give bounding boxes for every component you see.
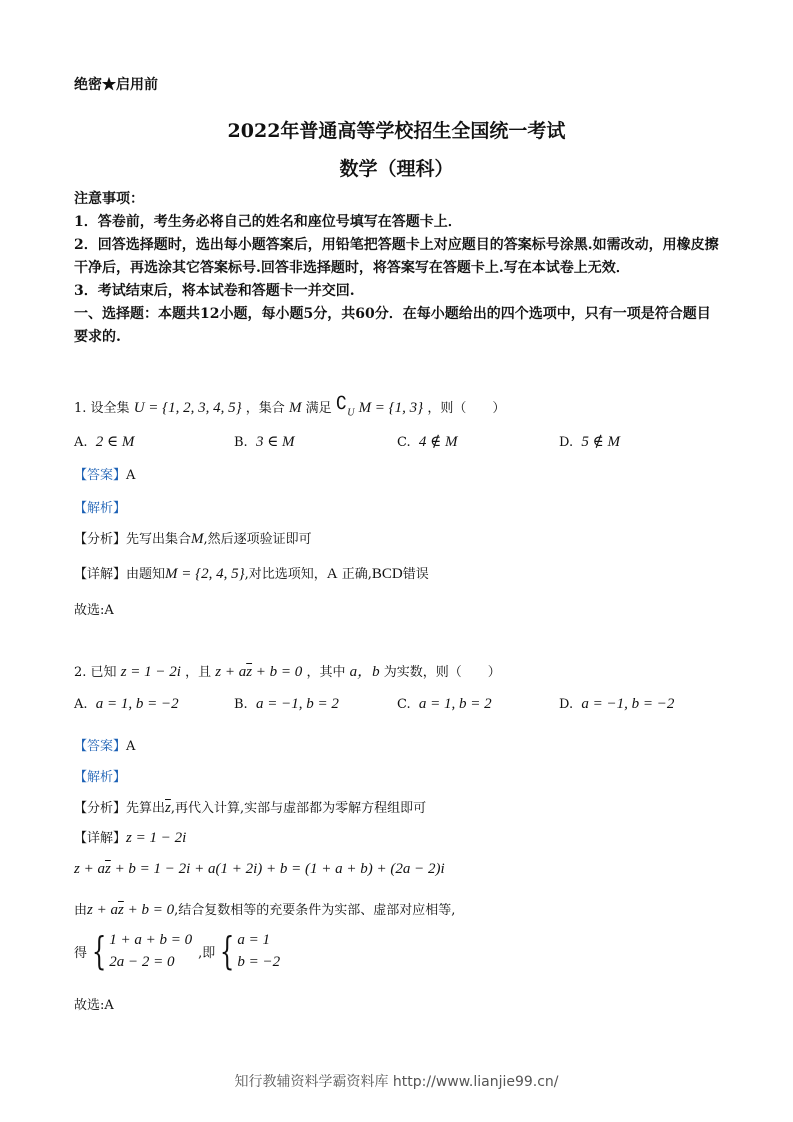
q1-option-d: D. 5 ∉ M [559, 434, 620, 450]
note-item-1: 1．答卷前，考生务必将自己的姓名和座位号填写在答题卡上． [74, 214, 462, 230]
q2-option-d: D. a = −1, b = −2 [559, 696, 675, 712]
q1-stem: 1. 设全集 U = {1, 2, 3, 4, 5} ，集合 M 满足 $∁_U$ M = {1, 3} ，则（ ） [74, 393, 506, 419]
q2-option-b: B. a = −1, b = 2 [234, 696, 339, 712]
q1-answer: 【答案】A [74, 468, 136, 483]
q1-option-c: C. 4 ∉ M [397, 434, 458, 450]
q2-systems [74, 929, 280, 973]
q1-analysis-tag: 【解析】 [74, 501, 127, 516]
note-item-2: 2．回答选择题时，选出每小题答案后，用铅笔把答题卡上对应题目的答案标号涂黑.如需改动，用橡皮擦干净后，再选涂其它答案标号.回答非选择题时，将答案写在答题卡上.写在本试卷上无效． [74, 237, 719, 276]
secret-label: 绝密★启用前 [74, 77, 158, 93]
q2-option-c: C. a = 1, b = 2 [397, 696, 492, 712]
q2-stem: 2. 已知 z = 1 − 2i ，且 $z + a\overline{z} + b = 0$ ，其中 a，b 为实数，则（ ） [74, 664, 501, 680]
system-1: 1 + a + b = 0 2a − 2 = 0 [109, 932, 193, 970]
q1-option-b: B. 3 ∈ M [234, 434, 295, 450]
q2-option-a: A. a = 1, b = −2 [74, 696, 179, 712]
notes-heading: 注意事项： [74, 191, 144, 207]
left-brace: { [220, 929, 235, 973]
q1-choose: 故选:A [74, 603, 114, 618]
q2-xiangjie: 【详解】z = 1 − 2i [74, 830, 187, 846]
complement-symbol: ∁ [335, 393, 348, 413]
de-label: 得 [74, 945, 88, 961]
q1-option-a: A. 2 ∈ M [74, 434, 135, 450]
set-u: U = {1, 2, 3, 4, 5} [133, 400, 242, 416]
notes-block [74, 188, 724, 349]
q2-condition-line: 由$z + a\overline{z} + b = 0$,结合复数相等的充要条件为实部、虚部对应相等, [74, 902, 456, 918]
q2-expansion: $z + a\overline{z} + b = 1 - 2i + a(1 + 2i) + b = (1 + a + b) + (2a - 2)i$ [74, 861, 445, 877]
section-heading: 一、选择题：本题共12小题，每小题5分，共60分．在每小题给出的四个选项中，只有一项是符合题目要求的. [74, 306, 711, 345]
note-item-3: 3．考试结束后，将本试卷和答题卡一并交回. [74, 283, 355, 299]
q1-xiangjie: 【详解】由题知M = {2, 4, 5},对比选项知，A 正确,BCD错误 [74, 566, 429, 582]
q2-choose: 故选:A [74, 998, 114, 1013]
system-2: a = 1 b = −2 [237, 932, 281, 970]
q2-answer: 【答案】A [74, 739, 136, 754]
ji-label: ,即 [198, 945, 216, 961]
exam-title: 2022年普通高等学校招生全国统一考试 [227, 120, 566, 142]
exam-subtitle: 数学（理科） [339, 158, 454, 180]
q1-fenxi: 【分析】先写出集合M,然后逐项验证即可 [74, 531, 312, 547]
q2-analysis-tag: 【解析】 [74, 770, 127, 785]
footer-watermark: 知行教辅资料学霸资料库 http://www.lianjie99.cn/ [234, 1074, 559, 1090]
complement-set: M = {1, 3} [358, 400, 424, 416]
left-brace: { [91, 929, 107, 973]
q2-fenxi: 【分析】先算出$\overline{z}$,再代入计算,实部与虚部都为零解方程组即可 [74, 800, 427, 816]
